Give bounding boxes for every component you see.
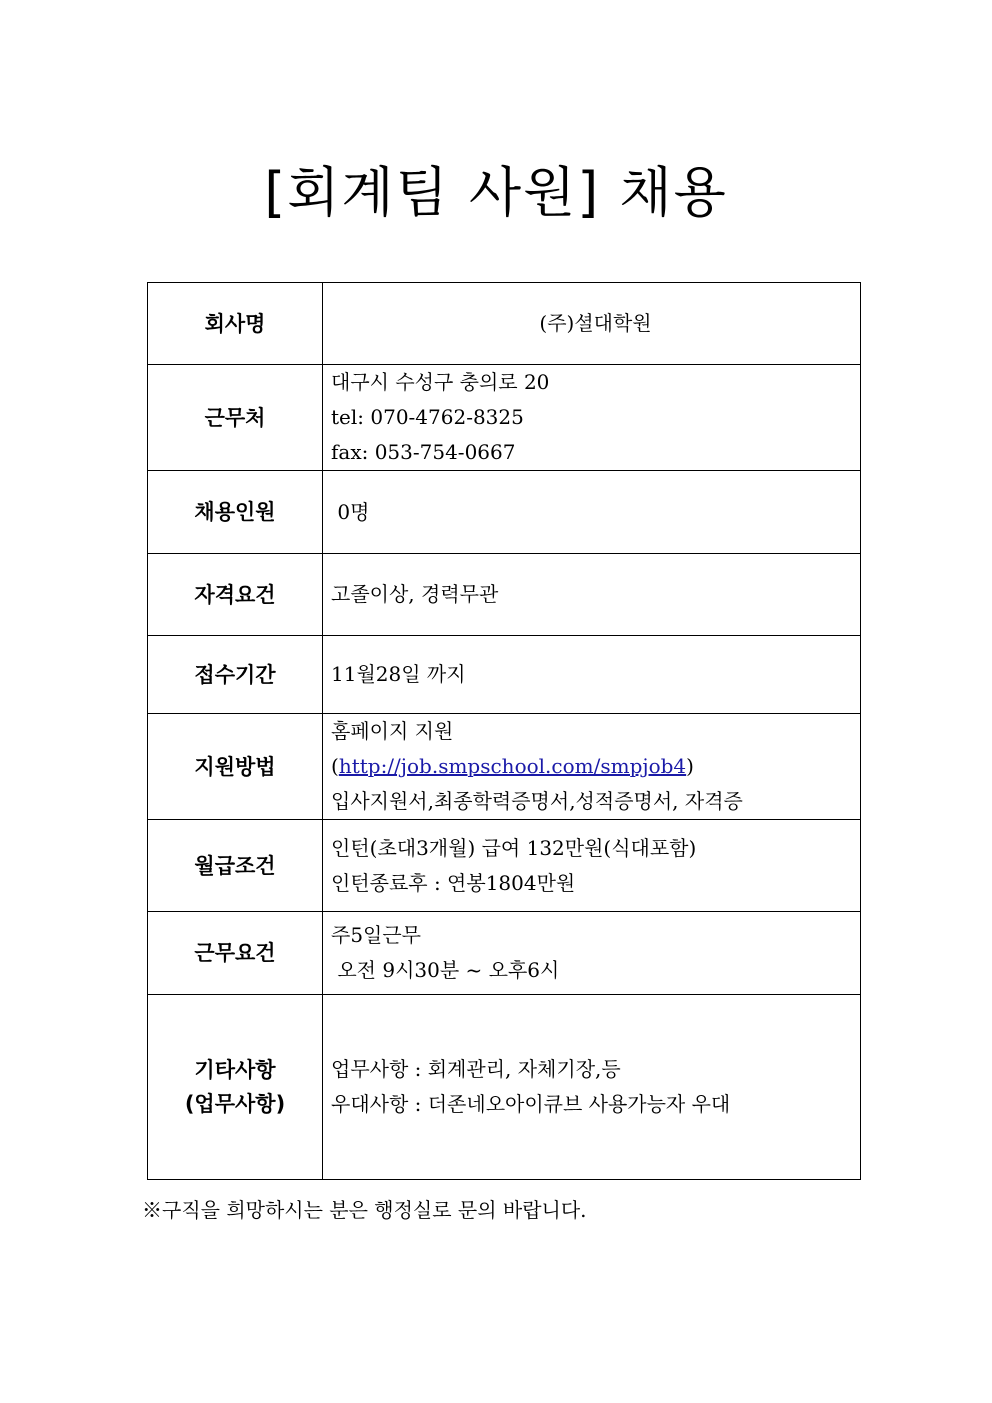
fax-line: fax: 053-754-0667 [331,440,516,464]
method-value [323,714,861,820]
salary-label: 월급조건 [148,820,323,912]
table-row [148,714,861,820]
workplace-label: 근무처 [148,365,323,471]
table-row [148,912,861,995]
period-label: 접수기간 [148,636,323,714]
table-row [148,554,861,636]
table-row [148,283,861,365]
hours-value [323,912,861,995]
table-row [148,995,861,1180]
etc-label-line1: 기타사항 [194,1058,276,1082]
company-value: (주)셜대학원 [323,283,861,365]
hours-line-days: 주5일근무 [331,923,422,947]
company-label: 회사명 [148,283,323,365]
etc-label-line2: (업무사항) [184,1092,286,1116]
address-line: 대구시 수성구 충의로 20 [331,370,550,394]
qualification-value: 고졸이상, 경력무관 [323,554,861,636]
salary-line-intern: 인턴(초대3개월) 급여 132만원(식대포함) [331,835,697,860]
hours-line-time: 오전 9시30분 ~ 오후6시 [331,958,560,982]
table-row [148,636,861,714]
table-row [148,365,861,471]
headcount-value [323,471,861,554]
paren-open: ( [331,754,339,778]
method-label: 지원방법 [148,714,323,820]
etc-line-preferred: 우대사항 : 더존네오아이큐브 사용가능자 우대 [331,1092,731,1116]
headcount-text: 0명 [331,499,370,524]
etc-label [148,995,323,1180]
table-row [148,820,861,912]
footer-note: ※구직을 희망하시는 분은 행정실로 문의 바랍니다. [142,1198,587,1222]
page-title: [회계팀 사원] 채용 [264,161,728,224]
period-value: 11월28일 까지 [323,636,861,714]
tel-line: tel: 070-4762-8325 [331,405,524,429]
etc-line-duties: 업무사항 : 회계관리, 자체기장,등 [331,1057,621,1081]
method-line-homepage: 홈페이지 지원 [331,719,454,743]
qualification-label: 자격요건 [148,554,323,636]
hours-label: 근무요건 [148,912,323,995]
method-line-url [331,749,860,784]
method-line-documents: 입사지원서,최종학력증명서,성적증명서, 자격증 [331,789,743,813]
job-info-table [147,282,861,1180]
headcount-label: 채용인원 [148,471,323,554]
homepage-link[interactable]: http://job.smpschool.com/smpjob4 [338,754,687,778]
table-row [148,471,861,554]
paren-close: ) [686,754,694,778]
salary-value [323,820,861,912]
workplace-value [323,365,861,471]
etc-value [323,995,861,1180]
salary-line-after: 인턴종료후 : 연봉1804만원 [331,870,576,895]
